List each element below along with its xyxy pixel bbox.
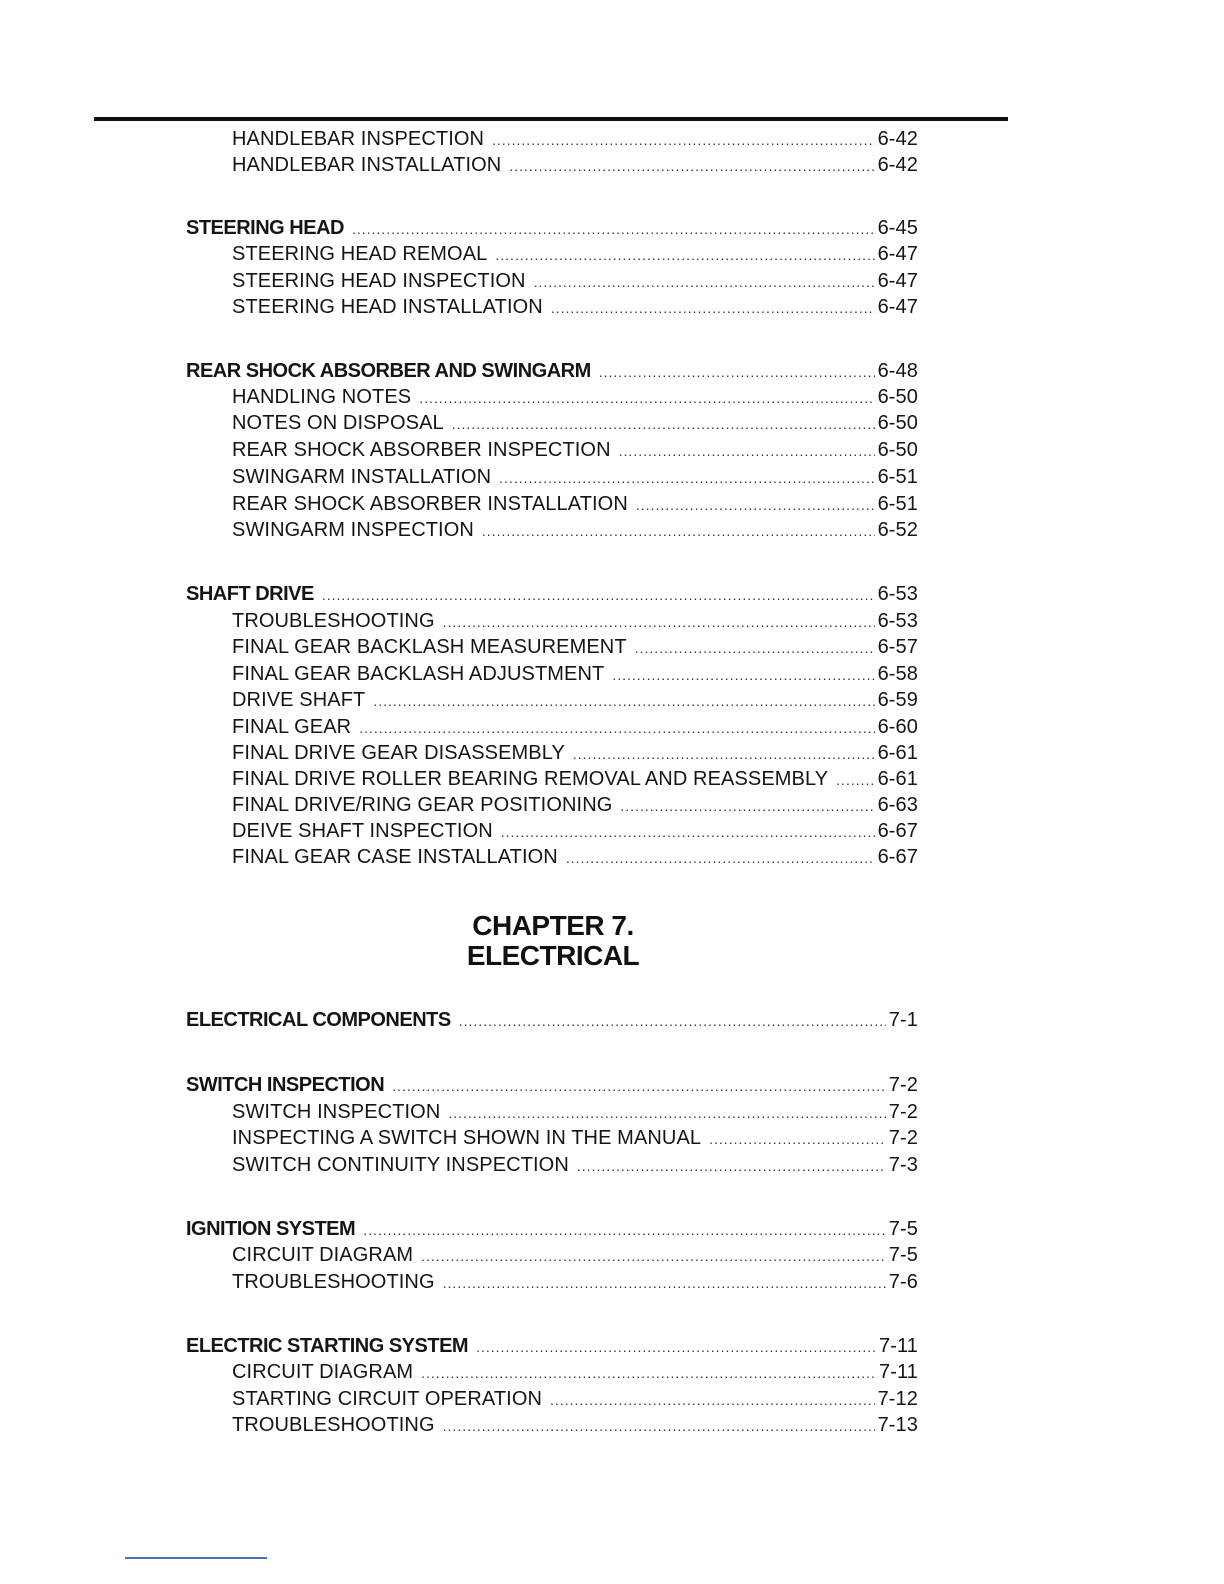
dot-leader	[352, 221, 875, 237]
toc-entry	[232, 716, 918, 742]
toc-entry-title: HANDLEBAR INSPECTION	[232, 128, 485, 150]
toc-entry-title: SWINGARM INSTALLATION	[232, 466, 492, 488]
toc-entry	[232, 636, 918, 662]
toc-entry	[232, 1271, 918, 1297]
toc-entry-title: FINAL DRIVE GEAR DISASSEMBLY	[232, 742, 565, 764]
chapter-number: CHAPTER 7.	[472, 910, 634, 941]
toc-entry-page: 6-67	[877, 820, 918, 842]
dot-leader	[421, 1365, 876, 1381]
toc-entry	[232, 466, 918, 492]
dot-leader	[620, 798, 874, 814]
toc-entry	[232, 519, 918, 545]
toc-entry-title: STEERING HEAD INSPECTION	[232, 270, 526, 292]
toc-entry-page: 6-53	[877, 610, 918, 632]
toc-entry-title: REAR SHOCK ABSORBER INSPECTION	[232, 439, 611, 461]
toc-entry-page: 6-50	[877, 386, 918, 408]
dot-leader	[392, 1078, 886, 1094]
toc-section-title: IGNITION SYSTEM	[186, 1218, 356, 1240]
toc-section-title: ELECTRICAL COMPONENTS	[186, 1009, 451, 1031]
toc-entry-page: 6-47	[877, 243, 918, 265]
toc-section-page: 6-48	[877, 360, 918, 382]
bottom-rule	[125, 1557, 267, 1559]
dot-leader	[452, 416, 875, 432]
toc-entry-title: HANDLING NOTES	[232, 386, 412, 408]
toc-entry-title: INSPECTING A SWITCH SHOWN IN THE MANUAL	[232, 1127, 702, 1149]
toc-entry	[232, 270, 918, 296]
toc-entry-page: 7-6	[888, 1271, 918, 1293]
dot-leader	[619, 443, 875, 459]
dot-leader	[495, 247, 874, 263]
toc-entry-page: 6-57	[877, 636, 918, 658]
dot-leader	[599, 364, 875, 380]
toc-entry-title: HANDLEBAR INSTALLATION	[232, 154, 502, 176]
toc-entry	[232, 1101, 918, 1127]
toc-section	[186, 1335, 918, 1361]
toc-section-title: ELECTRIC STARTING SYSTEM	[186, 1335, 469, 1357]
dot-leader	[443, 614, 875, 630]
toc-entry-title: DRIVE SHAFT	[232, 689, 366, 711]
toc-entry-title: FINAL GEAR BACKLASH ADJUSTMENT	[232, 663, 605, 685]
toc-section	[186, 217, 918, 243]
toc-entry	[232, 439, 918, 465]
toc-entry	[232, 1244, 918, 1270]
toc-entry-title: STARTING CIRCUIT OPERATION	[232, 1388, 543, 1410]
dot-leader	[534, 274, 875, 290]
dot-leader	[459, 1013, 886, 1029]
toc-entry	[232, 663, 918, 689]
dot-leader	[509, 158, 874, 174]
dot-leader	[573, 746, 875, 762]
toc-entry	[232, 154, 918, 180]
toc-entry-page: 6-51	[877, 466, 918, 488]
top-rule	[94, 117, 1008, 121]
toc-entry	[232, 689, 918, 715]
chapter-title: ELECTRICAL	[466, 940, 640, 971]
toc-entry-page: 7-3	[888, 1154, 918, 1176]
dot-leader	[499, 470, 874, 486]
toc-entry-page: 7-11	[879, 1361, 918, 1383]
toc-entry-title: FINAL GEAR CASE INSTALLATION	[232, 846, 558, 868]
toc-entry	[232, 742, 918, 768]
toc-entry-page: 6-51	[877, 493, 918, 515]
toc-section-title: STEERING HEAD	[186, 217, 344, 239]
toc-entry	[232, 846, 918, 872]
toc-entry-title: FINAL GEAR	[232, 716, 352, 738]
toc-entry-title: TROUBLESHOOTING	[232, 1271, 435, 1293]
dot-leader	[443, 1275, 886, 1291]
toc-entry-title: TROUBLESHOOTING	[232, 610, 435, 632]
toc-entry-page: 6-47	[877, 270, 918, 292]
toc-section	[186, 1074, 918, 1100]
toc-entry-page: 6-60	[877, 716, 918, 738]
toc-entry-page: 6-50	[877, 439, 918, 461]
toc-entry	[232, 1388, 918, 1414]
toc-entry	[232, 386, 918, 412]
toc-section	[186, 360, 918, 386]
dot-leader	[709, 1131, 886, 1147]
toc-entry	[232, 1154, 918, 1180]
toc-entry	[232, 128, 918, 154]
toc-entry-page: 6-67	[877, 846, 918, 868]
dot-leader	[476, 1339, 876, 1355]
toc-section-page: 6-53	[877, 583, 918, 605]
toc-entry-title: STEERING HEAD REMOAL	[232, 243, 488, 265]
dot-leader	[448, 1105, 885, 1121]
toc-entry	[232, 820, 918, 846]
toc-section-page: 7-11	[879, 1335, 918, 1357]
toc-entry-page: 6-52	[877, 519, 918, 541]
toc-entry-title: SWITCH CONTINUITY INSPECTION	[232, 1154, 569, 1176]
toc-entry-page: 6-42	[877, 154, 918, 176]
toc-entry-title: CIRCUIT DIAGRAM	[232, 1244, 414, 1266]
dot-leader	[419, 390, 874, 406]
toc-entry	[232, 412, 918, 438]
toc-entry-title: STEERING HEAD INSTALLATION	[232, 296, 543, 318]
toc-entry-page: 6-42	[877, 128, 918, 150]
toc-entry	[232, 768, 918, 794]
toc-entry-title: TROUBLESHOOTING	[232, 1414, 435, 1436]
toc-section-page: 7-1	[888, 1009, 918, 1031]
toc-section-title: SWITCH INSPECTION	[186, 1074, 385, 1096]
dot-leader	[482, 523, 875, 539]
toc-section-title: REAR SHOCK ABSORBER AND SWINGARM	[186, 360, 591, 382]
dot-leader	[551, 300, 875, 316]
dot-leader	[636, 497, 875, 513]
dot-leader	[359, 720, 874, 736]
toc-entry-page: 6-58	[877, 663, 918, 685]
dot-leader	[612, 667, 874, 683]
toc-entry-page: 6-50	[877, 412, 918, 434]
toc-entry	[232, 493, 918, 519]
dot-leader	[836, 772, 874, 788]
toc-entry	[232, 243, 918, 269]
toc-section-page: 7-5	[888, 1218, 918, 1240]
toc-entry-page: 7-5	[888, 1244, 918, 1266]
toc-entry-page: 7-2	[888, 1101, 918, 1123]
toc-entry	[232, 296, 918, 322]
toc-entry	[232, 1127, 918, 1153]
toc-entry	[232, 1361, 918, 1387]
toc-entry-page: 7-2	[888, 1127, 918, 1149]
toc-entry-title: DEIVE SHAFT INSPECTION	[232, 820, 493, 842]
toc-section	[186, 1009, 918, 1035]
toc-entry-page: 6-63	[877, 794, 918, 816]
dot-leader	[322, 587, 875, 603]
dot-leader	[492, 132, 875, 148]
toc-entry-title: REAR SHOCK ABSORBER INSTALLATION	[232, 493, 628, 515]
dot-leader	[635, 640, 875, 656]
dot-leader	[443, 1418, 875, 1434]
toc-entry-title: CIRCUIT DIAGRAM	[232, 1361, 414, 1383]
toc-entry-page: 6-61	[877, 742, 918, 764]
toc-entry	[232, 1414, 918, 1440]
toc-entry-page: 7-13	[877, 1414, 918, 1436]
toc-section	[186, 1218, 918, 1244]
toc-entry-page: 6-61	[877, 768, 918, 790]
dot-leader	[577, 1158, 886, 1174]
toc-entry-page: 6-59	[877, 689, 918, 711]
toc-entry-page: 6-47	[877, 296, 918, 318]
toc-section	[186, 583, 918, 609]
dot-leader	[363, 1222, 886, 1238]
dot-leader	[501, 824, 875, 840]
toc-entry	[232, 610, 918, 636]
toc-entry-title: SWITCH INSPECTION	[232, 1101, 441, 1123]
toc-entry-title: FINAL DRIVE ROLLER BEARING REMOVAL AND REASSEMBLY	[232, 768, 829, 790]
toc-entry	[232, 794, 918, 820]
toc-section-page: 6-45	[877, 217, 918, 239]
toc-entry-page: 7-12	[877, 1388, 918, 1410]
dot-leader	[566, 850, 875, 866]
toc-entry-title: NOTES ON DISPOSAL	[232, 412, 444, 434]
toc-entry-title: FINAL DRIVE/RING GEAR POSITIONING	[232, 794, 613, 816]
dot-leader	[373, 693, 874, 709]
dot-leader	[550, 1392, 875, 1408]
toc-section-page: 7-2	[888, 1074, 918, 1096]
dot-leader	[421, 1248, 886, 1264]
toc-section-title: SHAFT DRIVE	[186, 583, 314, 605]
toc-entry-title: SWINGARM INSPECTION	[232, 519, 474, 541]
toc-entry-title: FINAL GEAR BACKLASH MEASUREMENT	[232, 636, 627, 658]
